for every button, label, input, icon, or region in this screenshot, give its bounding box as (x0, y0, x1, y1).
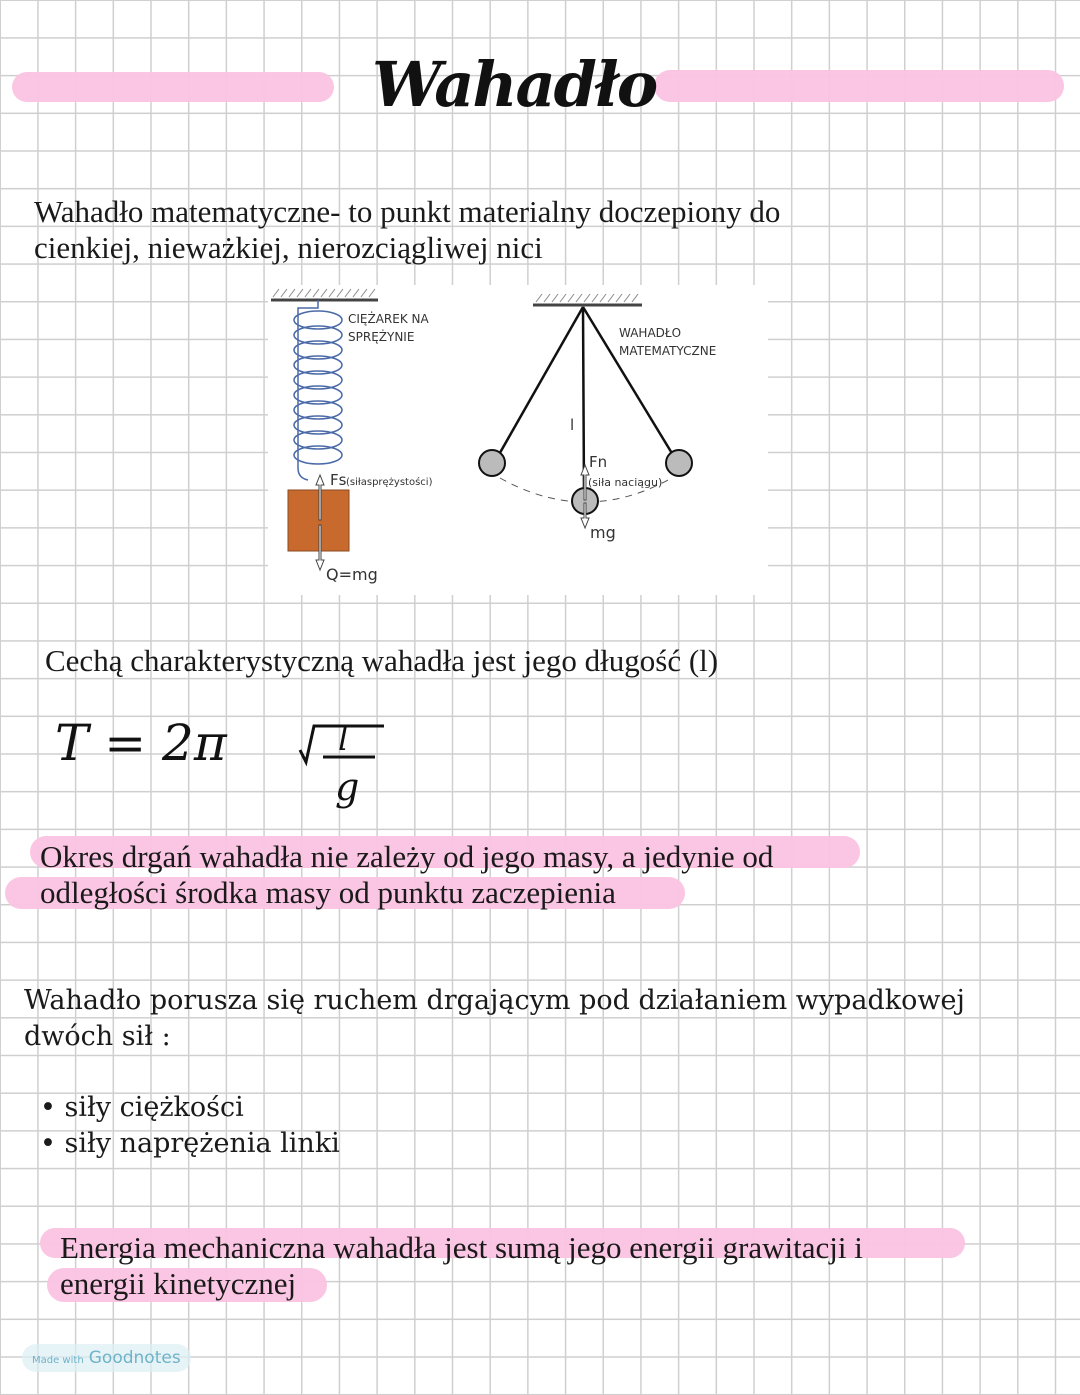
list-item-text: siły naprężenia linki (64, 1128, 340, 1159)
definition-line-1: Wahadło matematyczne- to punkt materialny doczepiony do (34, 194, 781, 229)
pendulum-label-1: WAHADŁO (619, 326, 682, 340)
period-formula (55, 700, 395, 825)
forces-list (40, 1090, 340, 1162)
watermark-small-text: Made with (32, 1355, 84, 1366)
spring-label-2: SPRĘŻYNIE (348, 330, 415, 344)
formula-numerator: l (338, 720, 349, 758)
definition-line-2: cienkiej, nieważkiej, nierozciągliwej nici (34, 230, 543, 265)
tension-note: (siła naciągu) (588, 476, 663, 489)
length-label: l (570, 416, 575, 434)
spring-system (271, 289, 433, 584)
page-title: Wahadło (372, 48, 657, 121)
goodnotes-watermark (22, 1344, 191, 1372)
highlight-2-line-1: Energia mechaniczna wahadła jest sumą jego energii grawitacji i (60, 1230, 863, 1265)
decor-bar-left (12, 72, 334, 102)
decor-bar-right (654, 70, 1064, 102)
list-item: • siły naprężenia linki (40, 1128, 340, 1159)
formula-denominator: g (335, 765, 360, 809)
formula-lhs: T = 2π (55, 714, 227, 772)
list-item: • siły ciężkości (40, 1092, 244, 1123)
pendulum-label-2: MATEMATYCZNE (619, 344, 717, 358)
highlight-2-line-2: energii kinetycznej (60, 1266, 297, 1301)
motion-line-2: dwóch sił : (24, 1021, 171, 1052)
tension-label: Fn (589, 453, 608, 471)
spring-label-1: CIĘŻAREK NA (348, 312, 429, 326)
motion-line-1: Wahadło porusza się ruchem drgającym pod działaniem wypadkowej (24, 985, 965, 1016)
highlight-1-line-1: Okres drgań wahadła nie zależy od jego masy, a jedynie od (40, 839, 774, 874)
spring-force-note: (siłasprężystości) (346, 477, 433, 488)
spring-force-label: Fs (330, 471, 347, 489)
list-item-text: siły ciężkości (64, 1092, 244, 1123)
watermark-brand: Goodnotes (88, 1348, 181, 1368)
mathematical-pendulum (479, 294, 716, 542)
pendulum-diagram (268, 285, 768, 595)
characteristic-text: Cechą charakterystyczną wahadła jest jego długość (l) (45, 643, 719, 678)
highlight-1-line-2: odległości środka masy od punktu zaczepienia (40, 875, 616, 910)
weight-label: Q=mg (326, 565, 378, 584)
gravity-label: mg (590, 523, 616, 542)
